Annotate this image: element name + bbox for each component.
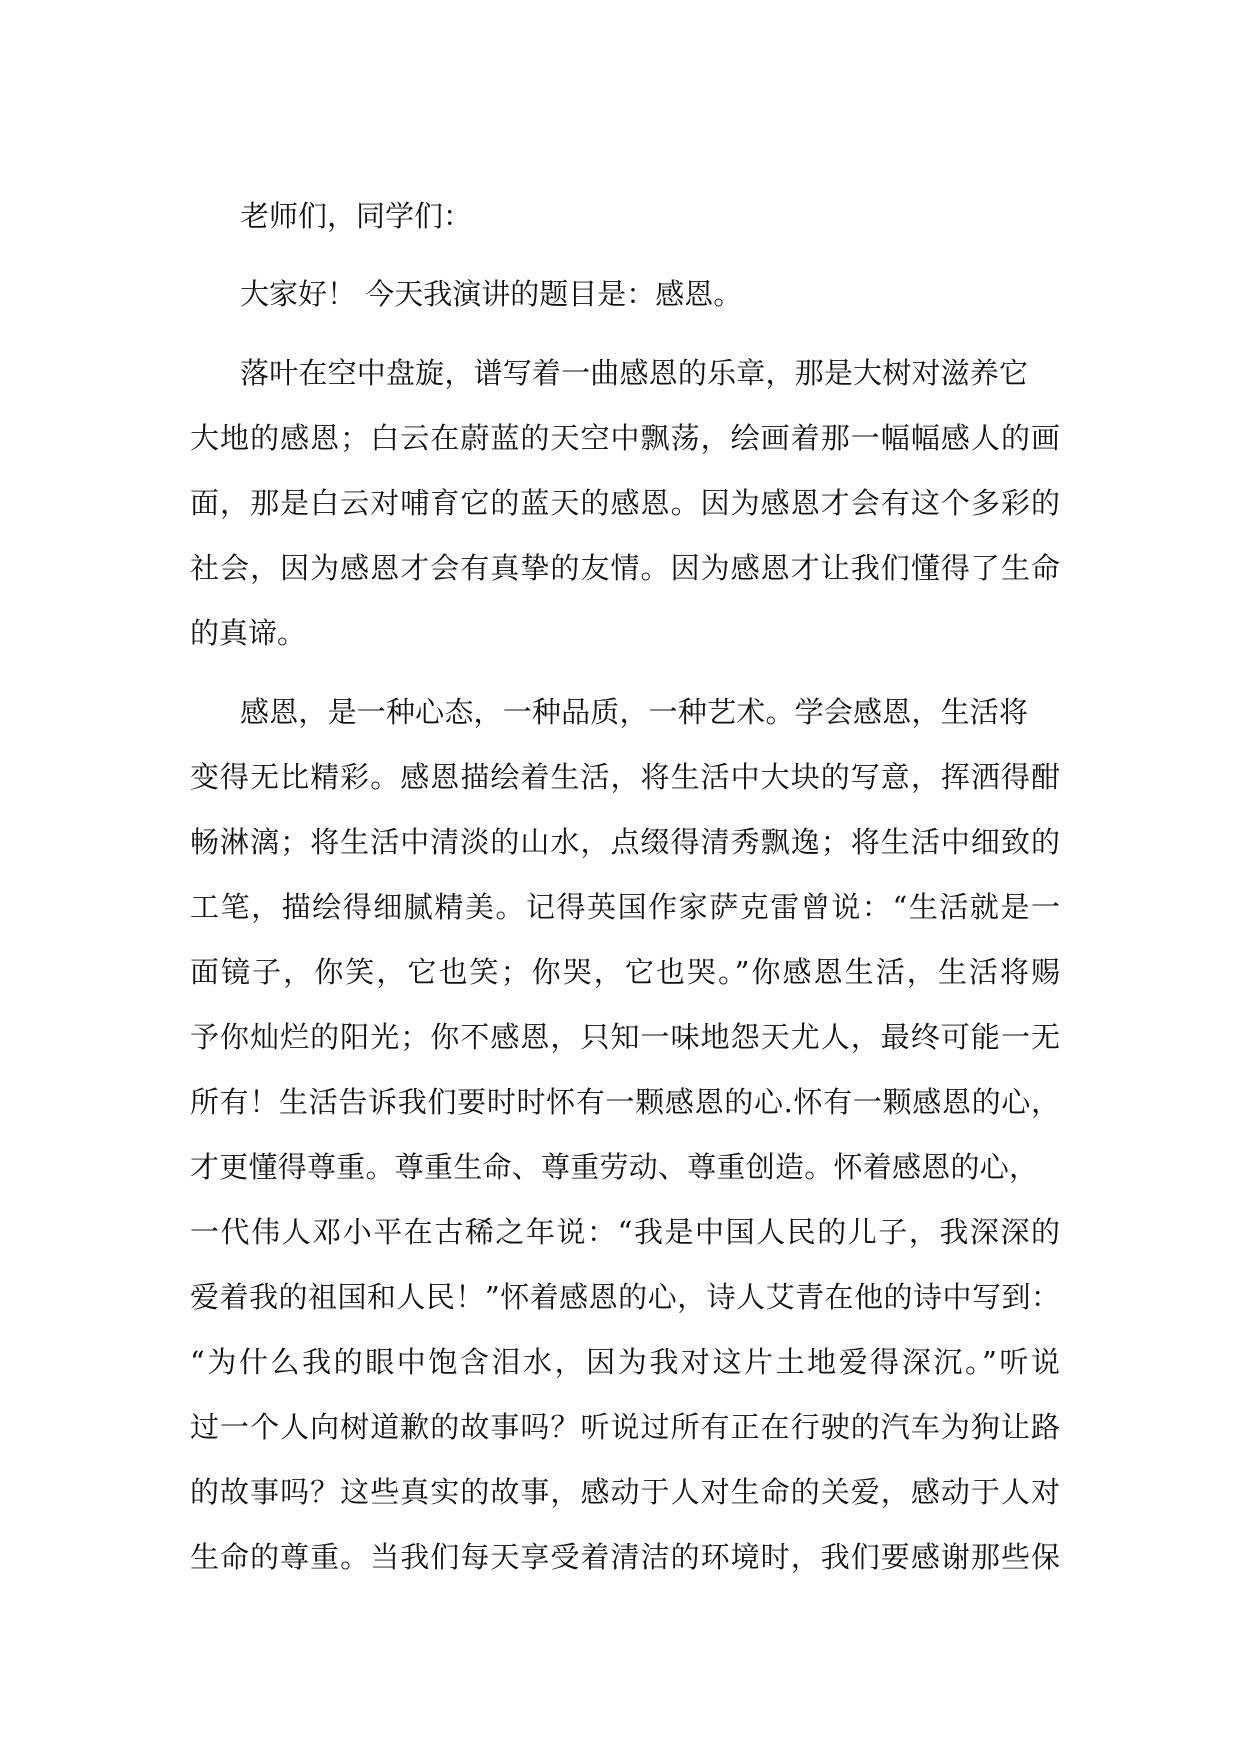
- paragraph-2-line-3: 畅淋漓；将生活中清淡的山水，点缀得清秀飘逸；将生活中细致的: [190, 825, 1060, 859]
- paragraph-1-line-2: 大地的感恩；白云在蔚蓝的天空中飘荡，绘画着那一幅幅感人的画: [190, 421, 1060, 455]
- paragraph-2-line-4: 工笔，描绘得细腻精美。记得英国作家萨克雷曾说：“生活就是一: [190, 890, 1060, 924]
- paragraph-2-line-14: 生命的尊重。当我们每天享受着清洁的环境时，我们要感谢那些保: [190, 1540, 1060, 1574]
- paragraph-2-line-13: 的故事吗？这些真实的故事，感动于人对生命的关爱，感动于人对: [190, 1475, 1060, 1509]
- paragraph-2-line-12: 过一个人向树道歉的故事吗？听说过所有正在行驶的汽车为狗让路: [190, 1410, 1060, 1444]
- paragraph-2-line-6: 予你灿烂的阳光；你不感恩，只知一味地怨天尤人，最终可能一无: [190, 1020, 1060, 1054]
- paragraph-2-line-8: 才更懂得尊重。尊重生命、尊重劳动、尊重创造。怀着感恩的心，: [190, 1150, 1038, 1184]
- paragraph-2-line-1: 感恩，是一种心态，一种品质，一种艺术。学会感恩，生活将: [240, 695, 1028, 729]
- paragraph-1-line-1: 落叶在空中盘旋，谱写着一曲感恩的乐章，那是大树对滋养它: [240, 356, 1028, 390]
- paragraph-2-line-11: “为什么我的眼中饱含泪水，因为我对这片土地爱得深沉。”听说: [190, 1345, 1060, 1379]
- paragraph-2-line-9: 一代伟人邓小平在古稀之年说：“我是中国人民的儿子，我深深的: [190, 1215, 1060, 1249]
- greeting-line: 老师们，同学们：: [240, 199, 473, 233]
- paragraph-1-line-3: 面，那是白云对哺育它的蓝天的感恩。因为感恩才会有这个多彩的: [190, 486, 1060, 520]
- opening-line: 大家好！ 今天我演讲的题目是：感恩。: [240, 277, 743, 311]
- paragraph-2-line-7: 所有！生活告诉我们要时时怀有一颗感恩的心.怀有一颗感恩的心，: [190, 1085, 1060, 1119]
- paragraph-2-line-2: 变得无比精彩。感恩描绘着生活，将生活中大块的写意，挥洒得酣: [190, 760, 1060, 794]
- paragraph-1-line-4: 社会，因为感恩才会有真挚的友情。因为感恩才让我们懂得了生命: [190, 551, 1060, 585]
- paragraph-2-line-10: 爱着我的祖国和人民！”怀着感恩的心，诗人艾青在他的诗中写到：: [190, 1280, 1060, 1314]
- paragraph-1-line-5: 的真谛。: [190, 616, 307, 650]
- paragraph-2-line-5: 面镜子，你笑，它也笑；你哭，它也哭。”你感恩生活，生活将赐: [190, 955, 1060, 989]
